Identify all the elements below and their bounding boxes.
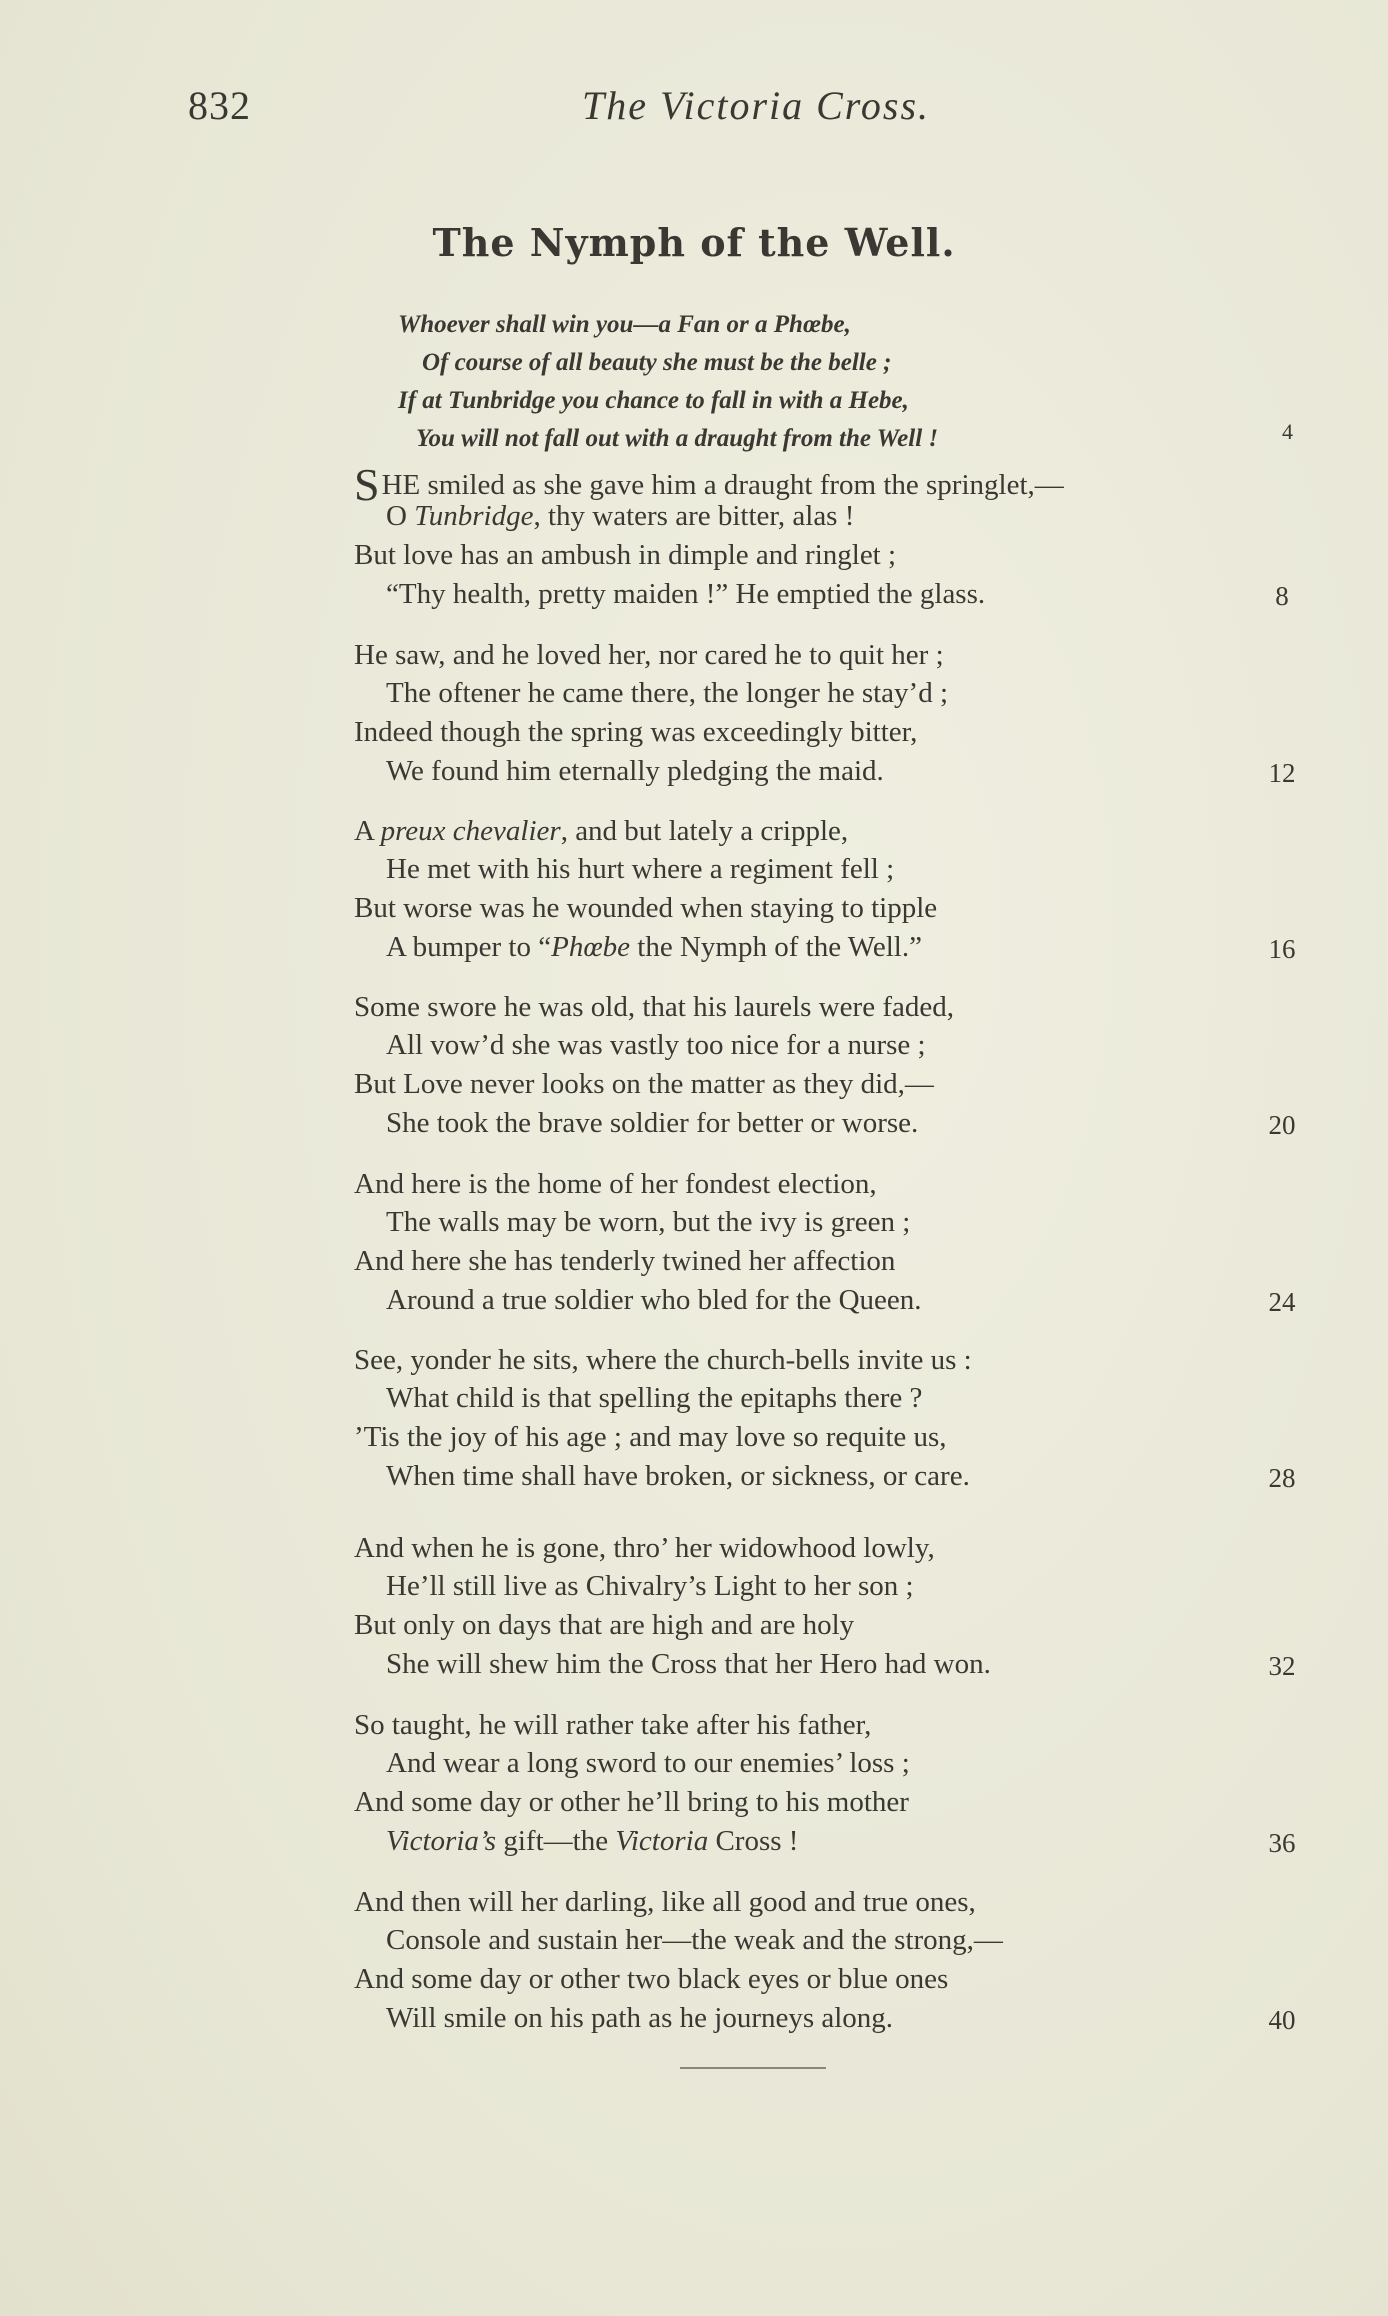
poem-line: Indeed though the spring was exceedingly bitter, <box>354 716 918 748</box>
poem-line: O Tunbridge, thy waters are bitter, alas ! <box>386 500 855 532</box>
poem-line: When time shall have broken, or sickness, or care. <box>386 1460 970 1492</box>
running-title: The Victoria Cross. <box>582 83 931 128</box>
poem-line: And then will her darling, like all good and true ones, <box>354 1886 976 1918</box>
poem-line: “Thy health, pretty maiden !” He emptied the glass. <box>386 578 986 610</box>
poem-line: ’Tis the joy of his age ; and may love so requite us, <box>354 1421 947 1453</box>
poem-line: A bumper to “Phœbe the Nymph of the Well.” <box>386 931 922 963</box>
poem-line: Victoria’s gift—the Victoria Cross ! <box>386 1825 799 1857</box>
poem-line: We found him eternally pledging the maid. <box>386 755 884 787</box>
poem-line: Console and sustain her—the weak and the strong,— <box>386 1924 1003 1956</box>
epigraph-line-number: 4 <box>1282 419 1293 444</box>
poem-line: All vow’d she was vastly too nice for a nurse ; <box>386 1029 926 1061</box>
poem-line: What child is that spelling the epitaphs there ? <box>386 1382 923 1414</box>
epigraph <box>398 306 938 458</box>
poem-line-rest: HE smiled as she gave him a draught from the springlet,— <box>381 469 1064 501</box>
poem-line: The walls may be worn, but the ivy is green ; <box>386 1206 911 1238</box>
poem-line: But only on days that are high and are holy <box>354 1609 855 1641</box>
poem-line: And here she has tenderly twined her affection <box>354 1245 896 1277</box>
line-number: 36 <box>1268 1828 1296 1858</box>
poem-line: She took the brave soldier for better or worse. <box>386 1107 919 1139</box>
poem-line: And some day or other two black eyes or blue ones <box>354 1963 949 1995</box>
page-number: 832 <box>188 83 251 128</box>
poem-line: But love has an ambush in dimple and ringlet ; <box>354 539 897 571</box>
poem-line: He met with his hurt where a regiment fell ; <box>386 853 895 885</box>
poem-title: The Nymph of the Well. <box>432 220 956 265</box>
line-number: 40 <box>1268 2005 1296 2035</box>
poem-line: The oftener he came there, the longer he stay’d ; <box>386 677 949 709</box>
line-number: 28 <box>1268 1463 1296 1493</box>
epigraph-line: Whoever shall win you—a Fan or a Phœbe, <box>398 311 851 338</box>
line-number: 20 <box>1268 1110 1296 1140</box>
poem-line: A preux chevalier, and but lately a cripple, <box>354 815 849 847</box>
poem-line: And some day or other he’ll bring to his mother <box>354 1786 909 1818</box>
line-number: 32 <box>1268 1651 1296 1681</box>
poem-line: And wear a long sword to our enemies’ loss ; <box>386 1747 910 1779</box>
line-number: 24 <box>1268 1287 1296 1317</box>
epigraph-line: If at Tunbridge you chance to fall in with a Hebe, <box>398 387 909 414</box>
poem-line: Some swore he was old, that his laurels were faded, <box>354 991 954 1023</box>
poem-line: Around a true soldier who bled for the Queen. <box>386 1284 922 1316</box>
epigraph-line: You will not fall out with a draught from the Well ! <box>416 425 939 452</box>
poem-line: See, yonder he sits, where the church-bells invite us : <box>354 1344 972 1376</box>
poem-line: And here is the home of her fondest election, <box>354 1168 877 1200</box>
poem-line: Will smile on his path as he journeys along. <box>386 2002 894 2034</box>
line-number: 8 <box>1275 581 1289 611</box>
drop-cap: S <box>354 459 380 510</box>
end-rule <box>680 2067 826 2069</box>
poem-line: So taught, he will rather take after his father, <box>354 1709 872 1741</box>
poem-line: But worse was he wounded when staying to tipple <box>354 892 938 924</box>
poem-line: But Love never looks on the matter as they did,— <box>354 1068 934 1100</box>
epigraph-line: Of course of all beauty she must be the belle ; <box>422 349 892 376</box>
line-number: 12 <box>1268 758 1296 788</box>
poem-line: He saw, and he loved her, nor cared he to quit her ; <box>354 639 944 671</box>
poem-line: She will shew him the Cross that her Hero had won. <box>386 1648 991 1680</box>
poem-line: He’ll still live as Chivalry’s Light to her son ; <box>386 1570 914 1602</box>
line-number: 16 <box>1268 934 1296 964</box>
poem-line: And when he is gone, thro’ her widowhood lowly, <box>354 1532 935 1564</box>
